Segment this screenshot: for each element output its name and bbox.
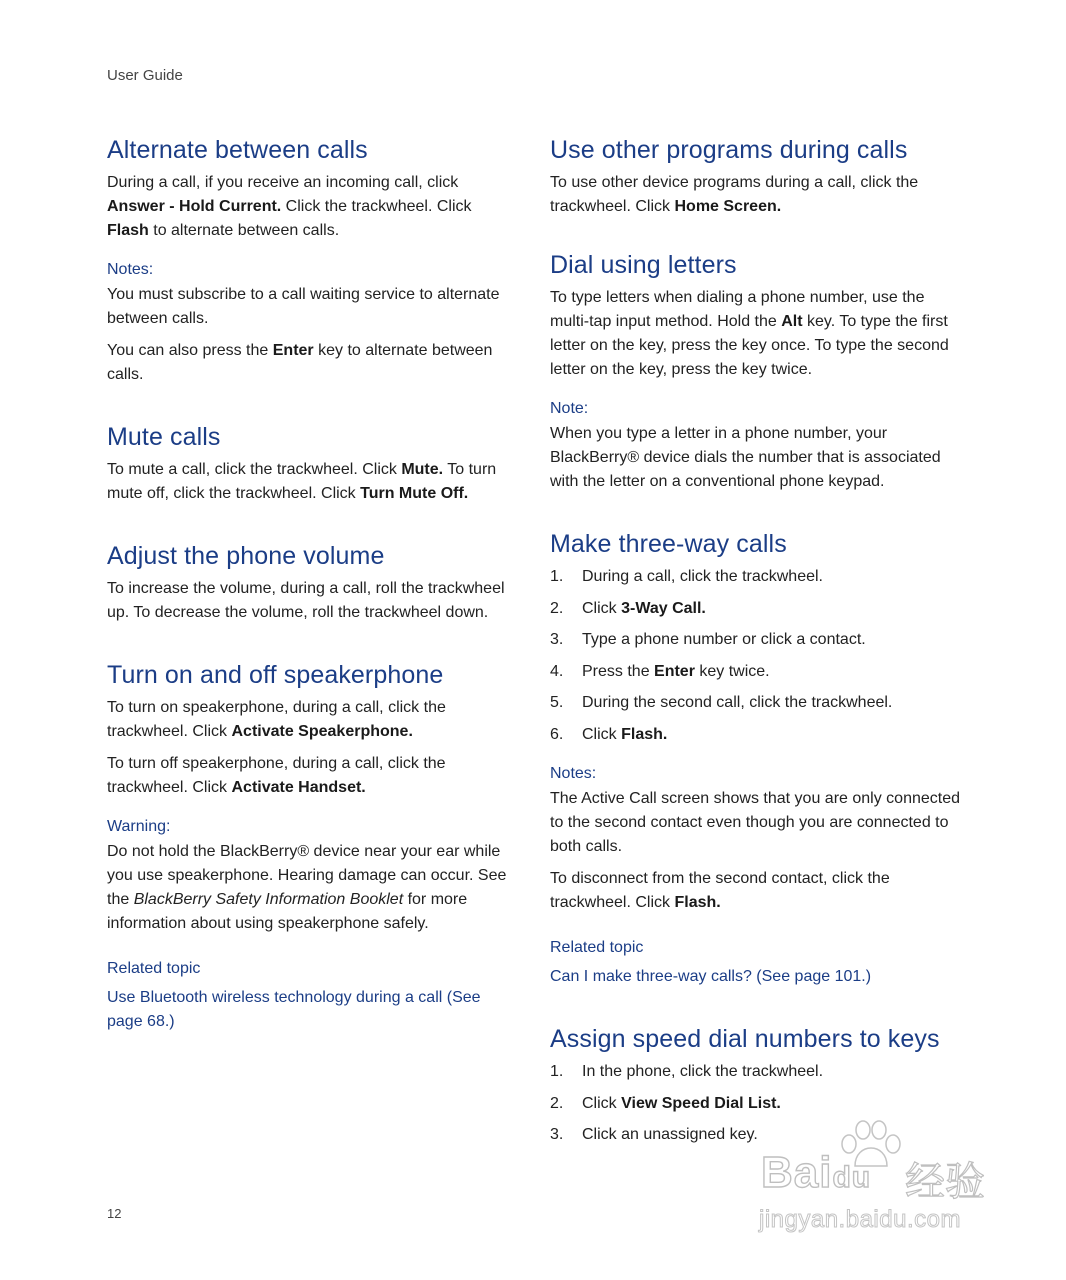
step-number: 3. xyxy=(550,631,564,649)
note-text xyxy=(550,867,960,915)
step-item xyxy=(550,628,960,652)
page-number: 12 xyxy=(107,1206,122,1221)
left-column xyxy=(107,136,517,1062)
step-item xyxy=(550,565,960,589)
warning-text xyxy=(107,840,517,936)
step-item xyxy=(550,660,960,684)
text: key to alternate between calls. xyxy=(107,342,493,383)
step-text: During a call, click the trackwheel. xyxy=(582,568,823,585)
step-text: Click an unassigned key. xyxy=(582,1126,758,1144)
warning-label: Warning: xyxy=(107,818,171,835)
section-other-programs xyxy=(550,136,960,219)
section-title: Mute calls xyxy=(107,423,221,451)
watermark-logo xyxy=(761,1148,871,1198)
text: To turn mute off, click the trackwheel. Click xyxy=(107,461,497,502)
ui-term: Flash xyxy=(107,222,149,239)
section-title: Turn on and off speakerphone xyxy=(107,661,444,689)
step-number: 2. xyxy=(550,1094,564,1112)
note-label: Note: xyxy=(550,400,589,417)
step-number: 1. xyxy=(550,568,564,585)
step-item xyxy=(550,723,960,747)
note-text: When you type a letter in a phone number, your BlackBerry® device dials the number that is associated with the letter on a conventional phone keypad. xyxy=(550,425,941,490)
related-topic-link[interactable]: Use Bluetooth wireless technology during a call (See page 68.) xyxy=(107,989,481,1030)
ui-term: Flash. xyxy=(621,725,668,743)
right-column xyxy=(550,136,960,1175)
section-three-way-calls xyxy=(550,530,960,989)
watermark-cn: 经验 xyxy=(905,1160,985,1204)
text: During a call, if you receive an incoming call, click xyxy=(107,174,459,191)
text: To type letters when dialing a phone number, use the multi-tap input method. Hold the xyxy=(550,289,925,330)
ui-term: Mute. xyxy=(401,461,444,478)
paragraph xyxy=(550,171,960,219)
ui-term: View Speed Dial List. xyxy=(621,1094,781,1112)
paragraph xyxy=(107,458,517,506)
notes-label: Notes: xyxy=(107,261,154,278)
section-dial-letters xyxy=(550,251,960,494)
section-title: Use other programs during calls xyxy=(550,136,908,164)
section-phone-volume xyxy=(107,542,517,625)
step-item xyxy=(550,1092,960,1116)
paragraph xyxy=(107,752,517,800)
booklet-title: BlackBerry Safety Information Booklet xyxy=(133,891,404,908)
ui-term: Activate Speakerphone. xyxy=(231,723,413,740)
step-text: Type a phone number or click a contact. xyxy=(582,631,866,649)
paragraph xyxy=(107,696,517,744)
section-speakerphone xyxy=(107,661,517,1034)
step-item xyxy=(550,597,960,621)
section-title: Adjust the phone volume xyxy=(107,542,385,570)
text: to alternate between calls. xyxy=(148,222,340,239)
section-title: Assign speed dial numbers to keys xyxy=(550,1024,940,1053)
ui-term: Enter xyxy=(654,662,695,680)
text: You can also press the xyxy=(107,342,273,359)
text: To turn on speakerphone, during a call, click the trackwheel. Click xyxy=(107,699,446,740)
step-number: 3. xyxy=(550,1126,564,1144)
step-number: 1. xyxy=(550,1062,564,1080)
related-topic-label: Related topic xyxy=(550,938,644,956)
ui-term: Enter xyxy=(272,342,314,359)
step-text: During the second call, click the trackwheel. xyxy=(582,694,893,712)
section-alternate-calls xyxy=(107,136,517,387)
note-text xyxy=(107,339,517,387)
ui-term: Alt xyxy=(781,313,803,330)
ui-term: Home Screen. xyxy=(674,198,782,215)
notes-label: Notes: xyxy=(550,764,597,782)
three-way-steps-list xyxy=(550,565,960,747)
watermark-logo-text: du xyxy=(832,1161,872,1194)
related-topic-link[interactable]: Can I make three-way calls? (See page 101.) xyxy=(550,967,872,985)
step-text: Press the xyxy=(582,662,655,680)
text: To turn off speakerphone, during a call, click the trackwheel. Click xyxy=(107,755,446,796)
ui-term: 3-Way Call. xyxy=(621,599,706,617)
text: To disconnect from the second contact, click the trackwheel. Click xyxy=(550,869,890,911)
note-text: You must subscribe to a call waiting service to alternate between calls. xyxy=(107,286,500,327)
running-head: User Guide xyxy=(107,67,183,84)
ui-term: Flash. xyxy=(674,893,721,911)
step-number: 4. xyxy=(550,662,564,680)
text: for more information about using speakerphone safely. xyxy=(107,891,468,932)
text: key. To type the first letter on the key, press the key once. To type the second letter on the key, press the key twice. xyxy=(550,313,949,378)
paragraph xyxy=(550,286,960,382)
step-item xyxy=(550,691,960,715)
ui-term: Activate Handset. xyxy=(231,779,366,796)
step-number: 5. xyxy=(550,694,564,712)
step-text: Click xyxy=(582,1094,622,1112)
text: To use other device programs during a call, click the trackwheel. Click xyxy=(550,174,919,215)
baidu-watermark xyxy=(755,1120,1005,1240)
watermark-url: jingyan.baidu.com xyxy=(759,1206,961,1233)
text: To mute a call, click the trackwheel. Click xyxy=(107,461,402,478)
text: Do not hold the BlackBerry® device near your ear while you use speakerphone. Hearing damage can occur. See the xyxy=(107,843,507,908)
step-text: key twice. xyxy=(694,662,770,680)
paragraph xyxy=(107,171,517,243)
watermark-logo-text: Bai xyxy=(761,1148,833,1197)
related-topic-label: Related topic xyxy=(107,960,201,977)
step-text: Click xyxy=(582,599,622,617)
step-text: In the phone, click the trackwheel. xyxy=(582,1062,824,1080)
section-title: Alternate between calls xyxy=(107,136,368,164)
paragraph: To increase the volume, during a call, roll the trackwheel up. To decrease the volume, roll the trackwheel down. xyxy=(107,580,505,621)
ui-term: Turn Mute Off. xyxy=(360,485,469,502)
text: Click the trackwheel. Click xyxy=(281,198,472,215)
ui-term: Answer - Hold Current. xyxy=(107,198,282,215)
note-text: The Active Call screen shows that you are only connected to the second contact even though you are connected to both calls. xyxy=(550,789,960,855)
section-title: Make three-way calls xyxy=(550,530,787,558)
section-mute-calls xyxy=(107,423,517,506)
step-text: Click xyxy=(582,725,622,743)
step-item xyxy=(550,1060,960,1084)
step-number: 2. xyxy=(550,599,564,617)
step-number: 6. xyxy=(550,725,564,743)
section-title: Dial using letters xyxy=(550,251,737,279)
